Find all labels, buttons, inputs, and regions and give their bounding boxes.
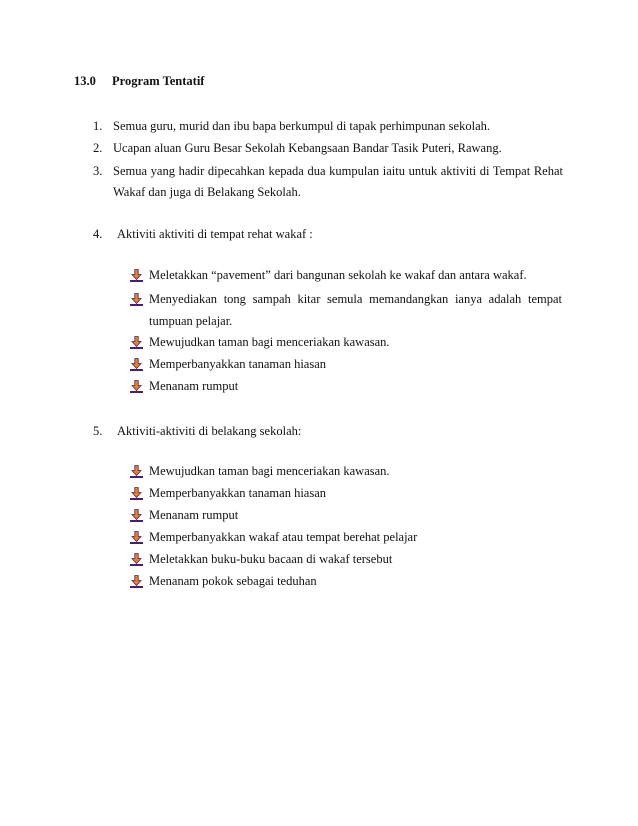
list-item-text: Semua yang hadir dipecahkan kepada dua kumpulan iaitu untuk aktiviti di Tempat Rehat Wakaf dan juga di Belakang Sekolah. — [113, 164, 563, 199]
bullet-item — [130, 266, 562, 285]
bullet-text: Menanam pokok sebagai teduhan — [149, 574, 317, 588]
arrow-bullet-icon — [130, 291, 143, 304]
subsection-title: Aktiviti-aktiviti di belakang sekolah: — [117, 424, 302, 438]
bullet-text: Memperbanyakkan tanaman hiasan — [149, 357, 327, 371]
arrow-bullet-icon — [130, 465, 143, 478]
arrow-bullet-icon — [130, 380, 143, 393]
subsection-number: 5. — [93, 424, 103, 438]
section-number: 13.0 — [74, 74, 96, 88]
list-item-text: Semua guru, murid dan ibu bapa berkumpul di tapak perhimpunan sekolah. — [113, 119, 490, 133]
bullet-text: Meletakkan buku-buku bacaan di wakaf tersebut — [149, 552, 393, 566]
subsection-title: Aktiviti aktiviti di tempat rehat wakaf : — [117, 227, 313, 241]
bullet-item — [130, 528, 562, 547]
subsection-heading-4 — [93, 225, 313, 244]
arrow-bullet-icon — [130, 575, 143, 588]
list-item — [93, 161, 563, 203]
bullet-text: Menyediakan tong sampah kitar semula memandangkan ianya adalah tempat tumpuan pelajar. — [149, 292, 562, 328]
bullet-text: Mewujudkan taman bagi menceriakan kawasan. — [149, 335, 390, 349]
bullet-item — [130, 333, 562, 352]
list-item-number: 3. — [93, 164, 103, 178]
bullet-item — [130, 288, 562, 332]
subsection-heading-5 — [93, 422, 301, 441]
bullet-text: Memperbanyakkan tanaman hiasan — [149, 486, 327, 500]
list-item — [93, 139, 563, 158]
bullet-item — [130, 506, 562, 525]
bullet-item — [130, 377, 562, 396]
list-item-number: 1. — [93, 119, 103, 133]
bullet-item — [130, 355, 562, 374]
list-item-number: 2. — [93, 141, 103, 155]
arrow-bullet-icon — [130, 531, 143, 544]
bullet-text: Menanam rumput — [149, 508, 239, 522]
bullet-item — [130, 550, 562, 569]
arrow-bullet-icon — [130, 509, 143, 522]
arrow-bullet-icon — [130, 358, 143, 371]
arrow-bullet-icon — [130, 553, 143, 566]
section-heading — [74, 74, 204, 89]
list-item — [93, 117, 563, 136]
list-item-text: Ucapan aluan Guru Besar Sekolah Kebangsaan Bandar Tasik Puteri, Rawang. — [113, 141, 502, 155]
bullet-item — [130, 484, 562, 503]
arrow-bullet-icon — [130, 269, 143, 282]
bullet-text: Memperbanyakkan wakaf atau tempat berehat pelajar — [149, 530, 418, 544]
section-title: Program Tentatif — [112, 74, 205, 88]
bullet-text: Mewujudkan taman bagi menceriakan kawasan. — [149, 464, 390, 478]
arrow-bullet-icon — [130, 487, 143, 500]
subsection-number: 4. — [93, 227, 103, 241]
bullet-text: Meletakkan “pavement” dari bangunan sekolah ke wakaf dan antara wakaf. — [149, 268, 527, 282]
bullet-item — [130, 462, 562, 481]
bullet-text: Menanam rumput — [149, 379, 239, 393]
arrow-bullet-icon — [130, 336, 143, 349]
bullet-item — [130, 572, 562, 591]
